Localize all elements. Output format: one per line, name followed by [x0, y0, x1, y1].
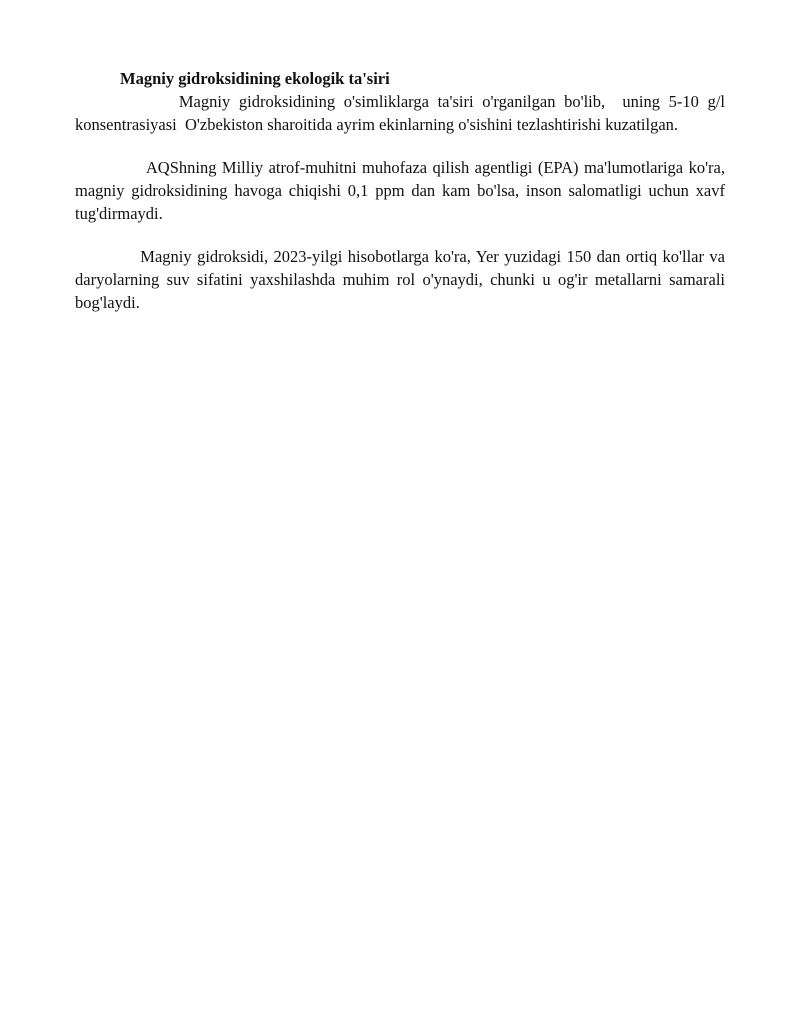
- document-body: [75, 67, 730, 314]
- document-title: Magniy gidroksidining ekologik ta'siri: [120, 69, 390, 88]
- paragraph-1: Magniy gidroksidining o'simliklarga ta'siri o'rganilgan bo'lib, uning 5-10 g/l konsentrasiyasi O'zbekiston sharoitida ayrim ekinlarning o'sishini tezlashtirishi kuzatilgan.: [75, 92, 730, 134]
- paragraph-2: AQShning Milliy atrof-muhitni muhofaza qilish agentligi (EPA) ma'lumotlariga ko'ra, magniy gidroksidining havoga chiqishi 0,1 ppm dan kam bo'lsa, inson salomatligi uchun xavf tug'dirmaydi.: [75, 158, 730, 223]
- paragraph-3: Magniy gidroksidi, 2023-yilgi hisobotlarga ko'ra, Yer yuzidagi 150 dan ortiq ko'llar va daryolarning suv sifatini yaxshilashda muhim rol o'ynaydi, chunki u og'ir metallarni samarali bog'laydi.: [75, 247, 730, 312]
